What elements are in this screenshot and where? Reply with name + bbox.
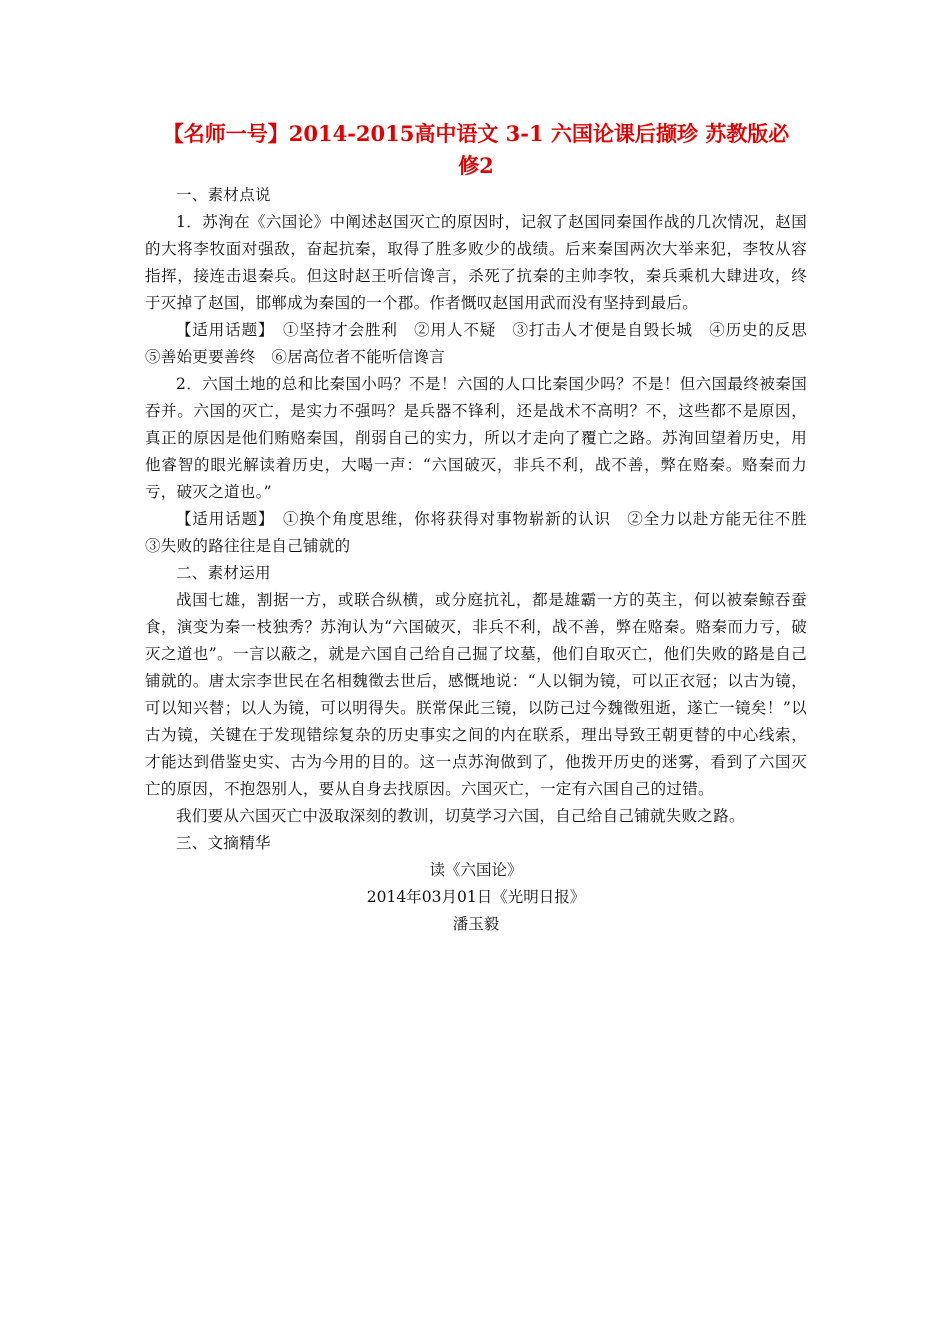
paragraph-1: 1．苏洵在《六国论》中阐述赵国灭亡的原因时，记叙了赵国同秦国作战的几次情况，赵国的大将李牧面对强敌，奋起抗秦，取得了胜多败少的战绩。后来秦国两次大举来犯，李牧从容指挥，接连击退秦兵。但这时赵王听信谗言，杀死了抗秦的主帅李牧，秦兵乘机大肆进攻，终于灭掉了赵国，邯郸成为秦国的一个郡。作者慨叹赵国用武而没有坚持到最后。 [145, 213, 807, 312]
article-title: 读《六国论》 [429, 861, 523, 879]
title-line-1: 【名师一号】2014-2015高中语文 3-1 六国论课后撷珍 苏教版必 [162, 121, 790, 146]
section-heading-1: 一、素材点说 [176, 186, 271, 204]
paragraph-2: 2．六国土地的总和比秦国小吗？不是！六国的人口比秦国少吗？不是！但六国最终被秦国吞并。六国的灭亡，是实力不强吗？是兵器不锋利，还是战术不高明？不，这些都不是原因，真正的原因是他们贿赂秦国，削弱自己的实力，所以才走向了覆亡之路。苏洵回望着历史，用他睿智的眼光解读着历史，大喝一声：“六国破灭，非兵不利，战不善，弊在赂秦。赂秦而力亏，破灭之道也。” [145, 375, 807, 501]
paragraph-3: 战国七雄，割据一方，或联合纵横，或分庭抗礼，都是雄霸一方的英主，何以被秦鲸吞蚕食，演变为秦一枝独秀？苏洵认为“六国破灭，非兵不利，战不善，弊在赂秦。赂秦而力亏，破灭之道也”。一言以蔽之，就是六国自己给自己掘了坟墓，他们自取灭亡，他们失败的路是自己铺就的。唐太宗李世民在名相魏徵去世后，感慨地说：“人以铜为镜，可以正衣冠；以古为镜，可以知兴替；以人为镜，可以明得失。朕常保此三镜，以防己过今魏徵殂逝，遂亡一镜矣！”以古为镜，关键在于发现错综复杂的历史事实之间的内在联系，理出导致王朝更替的中心线索，才能达到借鉴史实、古为今用的目的。这一点苏洵做到了，他拨开历史的迷雾，看到了六国灭亡的原因，不抱怨别人，要从自身去找原因。六国灭亡，一定有六国自己的过错。 [145, 591, 807, 798]
section-heading-2: 二、素材运用 [176, 564, 271, 582]
section-heading-3: 三、文摘精华 [176, 834, 271, 852]
document-page [145, 118, 823, 938]
article-source: 2014年03月01日《光明日报》 [366, 888, 586, 906]
document-title [145, 118, 807, 182]
title-line-2: 修2 [458, 153, 494, 178]
article-author: 潘玉毅 [452, 915, 500, 933]
paragraph-4: 我们要从六国灭亡中汲取深刻的教训，切莫学习六国，自己给自己铺就失败之路。 [176, 807, 745, 825]
topics-2: 【适用话题】 ①换个角度思维，你将获得对事物崭新的认识 ②全力以赴方能无往不胜 ③失败的路往往是自己铺就的 [145, 510, 823, 555]
topics-1: 【适用话题】 ①坚持才会胜利 ②用人不疑 ③打击人才便是自毁长城 ④历史的反思 ⑤善始更要善终 ⑥居高位者不能听信谗言 [145, 321, 823, 366]
